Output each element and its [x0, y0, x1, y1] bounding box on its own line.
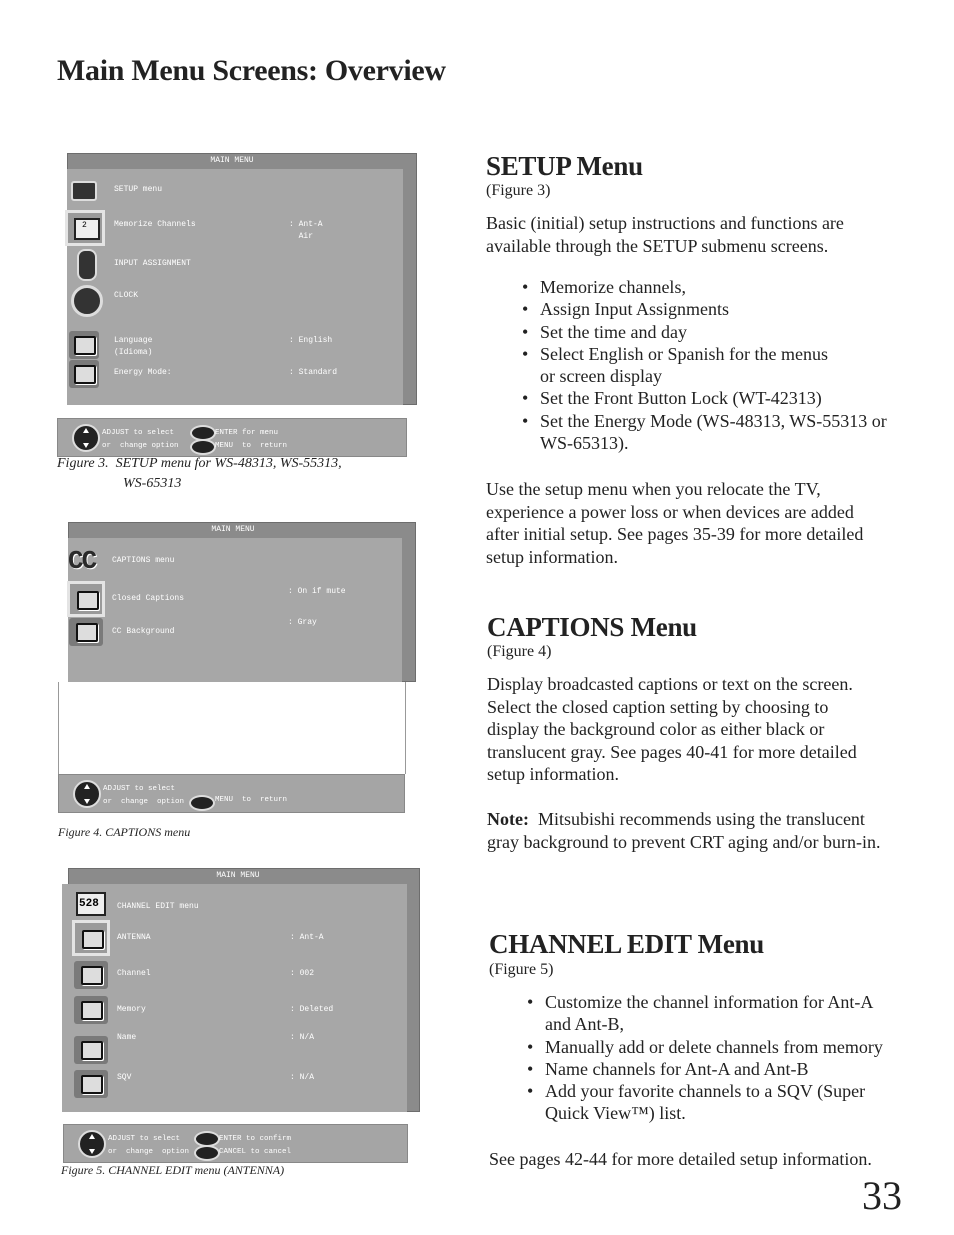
menu-item-label: CAPTIONS menu [112, 556, 175, 565]
memorize-channels-icon[interactable] [65, 210, 105, 246]
captions-figure-ref: (Figure 4) [487, 643, 552, 660]
menu-item-label[interactable]: Energy Mode: [114, 368, 172, 377]
captions-body: Display broadcasted captions or text on the screen. Select the closed caption setting by choosing to display the background color as either black or translucent gray. See pages 40-41 for more detailed setup information. [487, 674, 857, 784]
list-item: • Manually add or delete channels from memory [527, 1036, 887, 1058]
figure-5-caption: Figure 5. CHANNEL EDIT menu (ANTENNA) [61, 1163, 285, 1177]
channel-edit-bullet-list [527, 991, 887, 1125]
list-item: • Set the time and day [522, 321, 902, 343]
menu-button-icon [189, 795, 215, 811]
menu-item-value: : 002 [290, 969, 315, 978]
list-item: • Select English or Spanish for the menus or screen display [522, 343, 840, 388]
menu-item-value: : On if mute [288, 587, 346, 596]
menu-item-value: : N/A [290, 1073, 315, 1082]
channel-edit-menu-screenshot [62, 868, 420, 1118]
menu-item-value: : Deleted [290, 1005, 334, 1014]
figure-3-caption-label: Figure 3. [57, 456, 109, 471]
cancel-button-icon [194, 1145, 220, 1161]
channel-edit-menu-footer [63, 1124, 408, 1163]
menu-item-label[interactable]: Language (Idioma) [114, 336, 153, 357]
menu-item-label[interactable]: SQV [117, 1073, 132, 1082]
menu-item-value: : Ant-A [290, 933, 324, 942]
channel-edit-outro: See pages 42-44 for more detailed setup information. [489, 1149, 872, 1169]
sqv-icon [74, 1070, 108, 1098]
closed-captions-icon[interactable] [67, 581, 105, 617]
adjust-dpad-icon [72, 424, 100, 452]
captions-menu-footer [58, 774, 405, 813]
menu-item-value: : Gray [288, 618, 317, 627]
input-assignment-icon [77, 249, 97, 281]
setup-intro: Basic (initial) setup instructions and functions are available through the SETUP submenu screens. [486, 213, 844, 256]
note-label: Note: [487, 809, 529, 829]
channel-number-icon-label: 2 [82, 221, 87, 230]
menu-header: MAIN MENU [210, 156, 254, 165]
antenna-icon[interactable] [72, 920, 110, 956]
channel-edit-figure-ref: (Figure 5) [489, 961, 554, 978]
language-icon [69, 331, 99, 359]
page-number: 33 [862, 1173, 902, 1218]
menu-item-label[interactable]: ANTENNA [117, 933, 151, 942]
menu-item-label: CHANNEL EDIT menu [117, 902, 199, 911]
list-item: • Customize the channel information for Ant-A and Ant-B, [527, 991, 890, 1036]
menu-button-icon [190, 439, 216, 455]
figure-3-caption-line2: WS-65313 [123, 476, 182, 491]
cc-background-icon [69, 618, 103, 646]
setup-outro: Use the setup menu when you relocate the TV, experience a power loss or when devices are added after initial setup. See pages 35-39 for more detailed setup information. [486, 479, 864, 567]
menu-item-label[interactable]: INPUT ASSIGNMENT [114, 259, 191, 268]
list-item: • Set the Front Button Lock (WT-42313) [522, 387, 902, 409]
footer-hint-mid: MENU to return [215, 796, 288, 804]
captions-menu-title: CAPTIONS Menu [487, 612, 697, 642]
name-icon [74, 1036, 108, 1064]
note-text: Mitsubishi recommends using the translucent gray background to prevent CRT aging and/or burn-in. [487, 809, 881, 852]
footer-hint-mid: ENTER for menu MENU to return [215, 429, 288, 450]
captions-note [487, 808, 897, 853]
setup-figure-ref: (Figure 3) [486, 182, 551, 199]
menu-item-label: SETUP menu [114, 185, 163, 194]
energy-mode-icon [69, 360, 99, 388]
menu-item-label[interactable]: Memorize Channels [114, 220, 196, 229]
channel-edit-menu-title: CHANNEL EDIT Menu [489, 929, 764, 959]
menu-item-label[interactable]: CLOCK [114, 291, 139, 300]
figure-3-caption [57, 456, 342, 472]
page-title: Main Menu Screens: Overview [57, 54, 446, 87]
setup-menu-title: SETUP Menu [486, 151, 643, 181]
setup-bullet-list [522, 276, 902, 454]
channel-icon [74, 961, 108, 989]
setup-menu-screenshot [57, 153, 417, 409]
footer-hint-left: ADJUST to select or change option [102, 429, 179, 450]
menu-item-value: : N/A [290, 1033, 315, 1042]
setup-tv-icon [67, 175, 99, 207]
list-item: • Add your favorite channels to a SQV (Super Quick View™) list. [527, 1080, 875, 1125]
menu-item-label[interactable]: Memory [117, 1005, 146, 1014]
menu-item-label[interactable]: Channel [117, 969, 151, 978]
footer-hint-mid: ENTER to confirm CANCEL to cancel [219, 1135, 292, 1156]
captions-menu-screenshot [57, 522, 417, 812]
channel-edit-icon-label: 528 [79, 898, 99, 910]
list-item: • Set the Energy Mode (WS-48313, WS-55313 or WS-65313). [522, 410, 900, 455]
figure-3-caption-text: SETUP menu for WS-48313, WS-55313, [115, 456, 342, 471]
menu-item-value: : Ant-A Air [289, 220, 323, 241]
memory-icon [74, 996, 108, 1024]
menu-item-label[interactable]: Name [117, 1033, 137, 1042]
menu-item-label[interactable]: CC Background [112, 627, 175, 636]
figure-4-caption: Figure 4. CAPTIONS menu [58, 825, 191, 839]
footer-hint-left: ADJUST to select or change option [103, 785, 185, 806]
list-item: • Name channels for Ant-A and Ant-B [527, 1058, 887, 1080]
setup-menu-footer [57, 418, 407, 457]
adjust-dpad-icon [73, 780, 101, 808]
menu-header: MAIN MENU [211, 525, 255, 534]
list-item: • Memorize channels, [522, 276, 902, 298]
menu-item-label[interactable]: Closed Captions [112, 594, 185, 603]
list-item: • Assign Input Assignments [522, 298, 902, 320]
channel-edit-icon [76, 892, 106, 916]
menu-item-value: : English [289, 336, 333, 345]
footer-hint-left: ADJUST to select or change option [108, 1135, 190, 1156]
menu-item-value: : Standard [289, 368, 338, 377]
menu-header: MAIN MENU [216, 871, 260, 880]
adjust-dpad-icon [78, 1130, 106, 1158]
clock-icon [71, 285, 103, 317]
captions-cc-icon: CC [68, 546, 96, 576]
